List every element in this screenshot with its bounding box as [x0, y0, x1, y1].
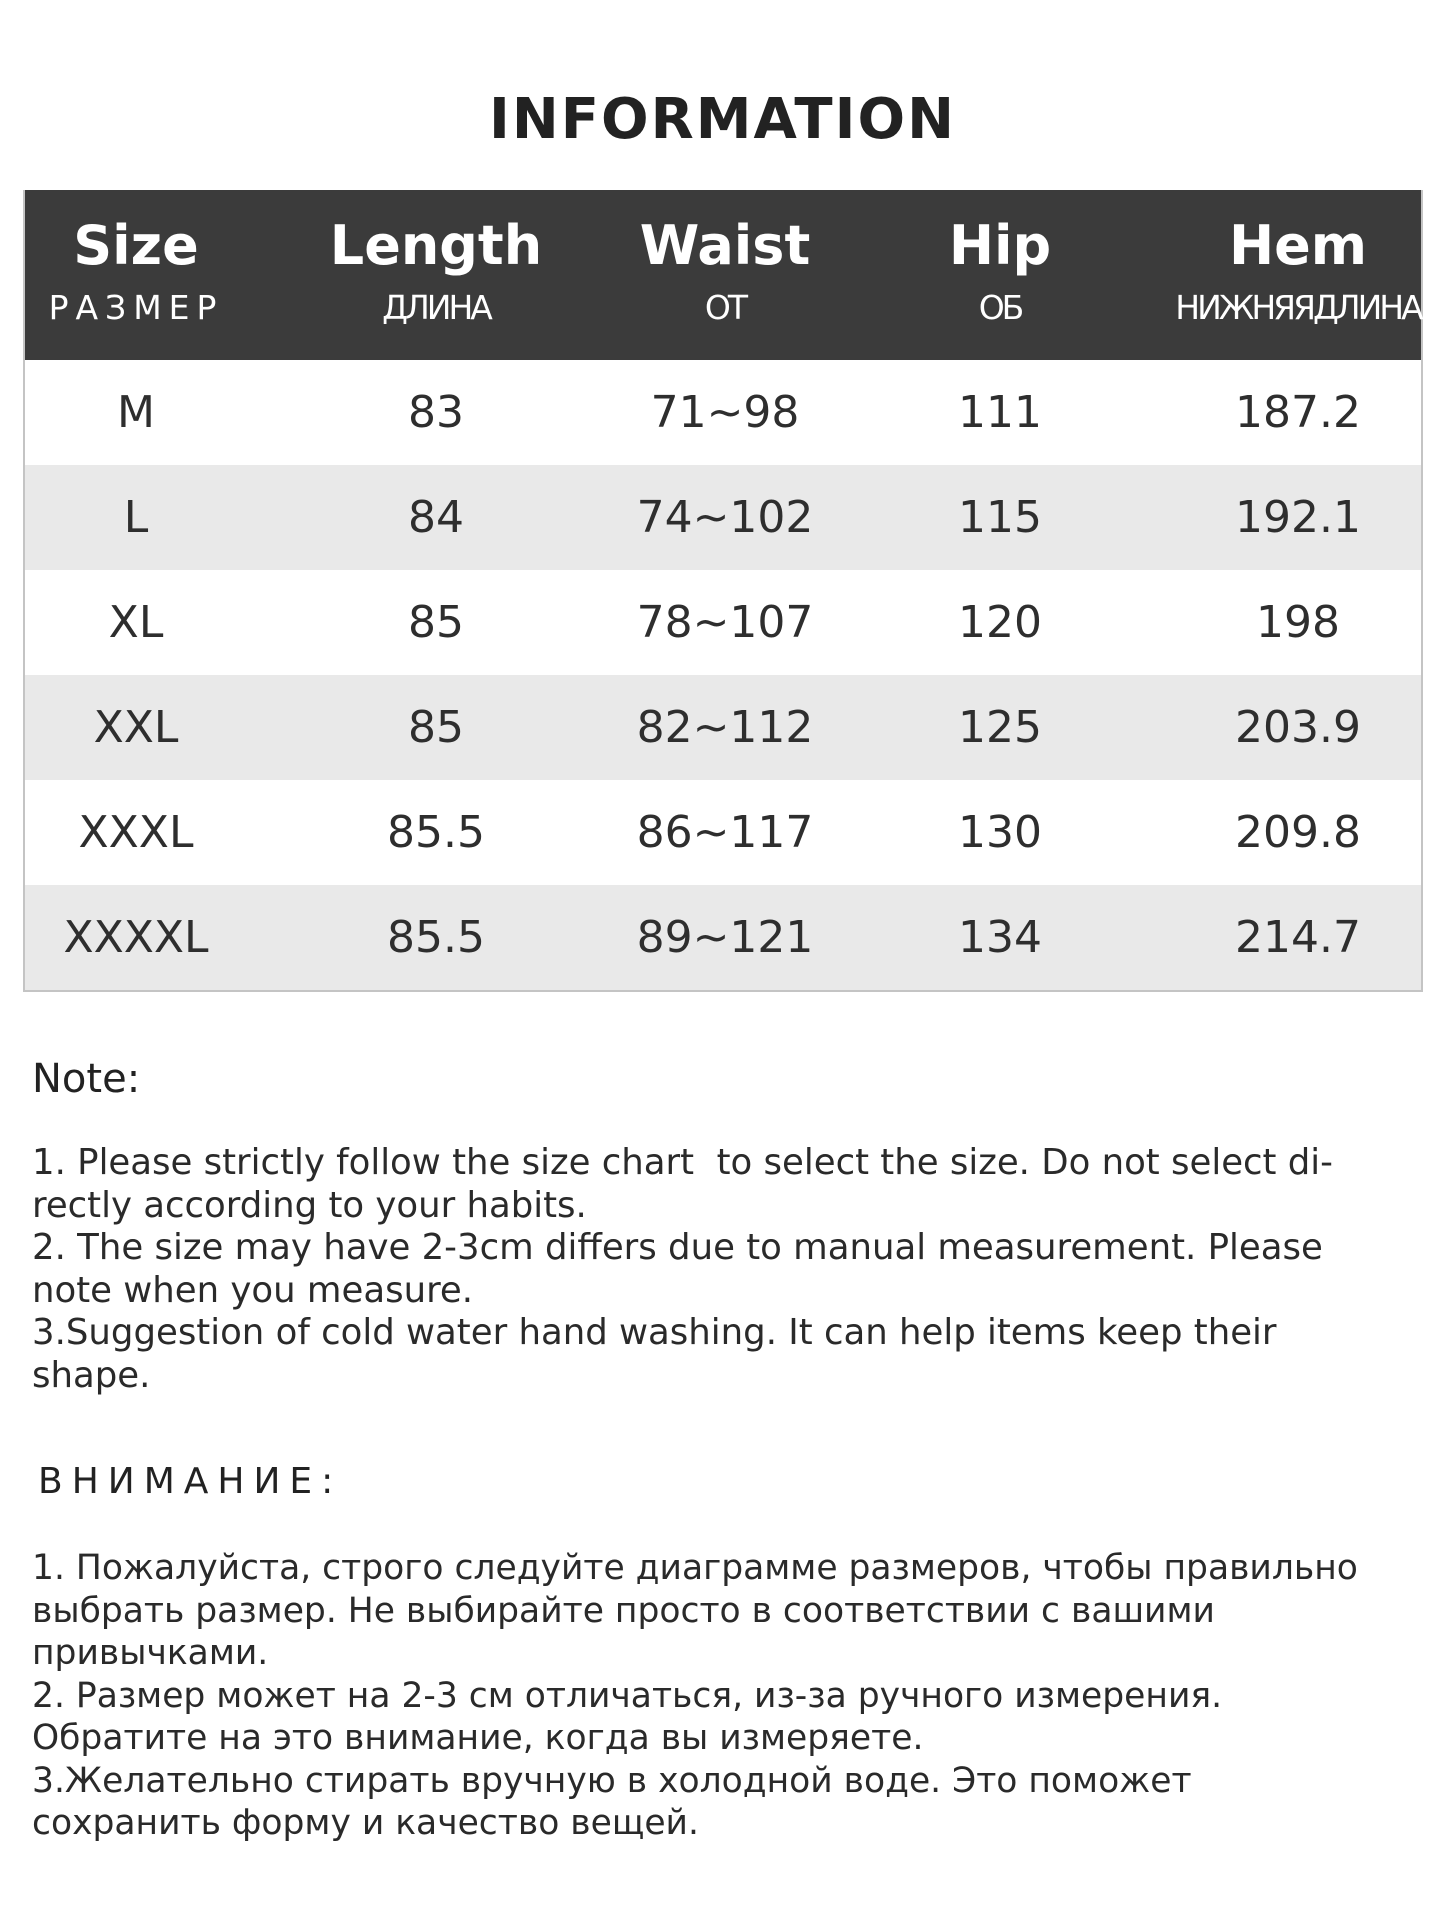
table-row — [25, 780, 1421, 885]
cell-hip: 111 — [958, 386, 1042, 438]
note-line: note when you measure. — [32, 1269, 474, 1311]
cell-waist: 78~107 — [636, 596, 814, 648]
note-line: 1. Please strictly follow the size chart to select the size. Do not select di- — [32, 1142, 1333, 1183]
cell-hip: 134 — [958, 911, 1042, 963]
cell-hem: 198 — [1256, 596, 1340, 648]
cell-length: 85.5 — [387, 806, 485, 858]
table-row — [25, 675, 1421, 780]
ru-note-body — [32, 1547, 1432, 1845]
ru-note-heading: ВНИМАНИЕ: — [38, 1461, 343, 1502]
header-length — [247, 190, 625, 360]
table-row — [25, 465, 1421, 570]
ru-note-line: выбрать размер. Не выбирайте просто в соответствии с вашими — [32, 1590, 1215, 1631]
ru-note-line: 2. Размер может на 2-3 см отличаться, из-за ручного измерения. — [32, 1675, 1223, 1716]
cell-hem: 203.9 — [1235, 701, 1361, 753]
header-waist-label: Waist — [639, 214, 811, 277]
header-length-label: Length — [329, 214, 543, 277]
cell-size: XL — [108, 596, 164, 648]
cell-hem: 187.2 — [1235, 386, 1361, 438]
cell-hem: 214.7 — [1235, 911, 1361, 963]
cell-hip: 130 — [958, 806, 1042, 858]
page-title: INFORMATION — [489, 87, 956, 152]
cell-waist: 86~117 — [636, 806, 814, 858]
note-line: 3.Suggestion of cold water hand washing. It can help items keep their — [32, 1312, 1277, 1353]
cell-waist: 89~121 — [636, 911, 814, 963]
note-line: 2. The size may have 2-3cm differs due to manual measurement. Please — [32, 1227, 1323, 1268]
ru-note-line: привычками. — [32, 1633, 269, 1673]
header-hip-sublabel: ОБ — [978, 288, 1022, 327]
note-body — [32, 1142, 1422, 1397]
cell-length: 85 — [408, 701, 464, 753]
header-hem — [1175, 190, 1421, 360]
table-header — [25, 190, 1421, 360]
note-line: shape. — [32, 1354, 151, 1396]
table-row — [25, 360, 1421, 465]
cell-hem: 209.8 — [1235, 806, 1361, 858]
cell-length: 85 — [408, 596, 464, 648]
cell-hip: 115 — [958, 491, 1042, 543]
table-row — [25, 570, 1421, 675]
cell-size: XXL — [93, 701, 179, 753]
header-waist-sublabel: ОТ — [704, 288, 746, 327]
cell-waist: 74~102 — [636, 491, 814, 543]
header-size-sublabel: РАЗМЕР — [48, 288, 224, 327]
ru-note-line: Обратите на это внимание, когда вы измеряете. — [32, 1718, 924, 1758]
header-hem-sublabel: НИЖНЯЯДЛИНА — [1175, 288, 1421, 327]
cell-hem: 192.1 — [1235, 491, 1361, 543]
header-hip-label: Hip — [948, 214, 1052, 277]
cell-size: L — [123, 491, 149, 543]
header-waist — [625, 190, 825, 360]
ru-note-line: 1. Пожалуйста, строго следуйте диаграмме размеров, чтобы правильно — [32, 1548, 1358, 1588]
header-hip — [825, 190, 1175, 360]
cell-size: XXXL — [78, 806, 194, 858]
note-line: rectly according to your habits. — [32, 1184, 587, 1226]
cell-hip: 120 — [958, 596, 1042, 648]
cell-waist: 71~98 — [650, 386, 800, 438]
cell-size: M — [117, 386, 155, 438]
header-hem-label: Hem — [1228, 214, 1368, 277]
cell-length: 85.5 — [387, 911, 485, 963]
ru-note-line: 3.Желательно стирать вручную в холодной воде. Это поможет — [32, 1760, 1192, 1801]
note-heading: Note: — [32, 1056, 141, 1102]
header-length-sublabel: ДЛИНА — [382, 288, 490, 327]
cell-hip: 125 — [958, 701, 1042, 753]
header-size — [25, 190, 247, 360]
table-row — [25, 885, 1421, 990]
header-size-label: Size — [73, 214, 199, 277]
cell-waist: 82~112 — [636, 701, 814, 753]
cell-length: 84 — [408, 491, 464, 543]
cell-size: XXXXL — [63, 911, 209, 963]
cell-length: 83 — [408, 386, 464, 438]
ru-note-line: сохранить форму и качество вещей. — [32, 1803, 699, 1843]
size-chart-table — [23, 190, 1423, 992]
